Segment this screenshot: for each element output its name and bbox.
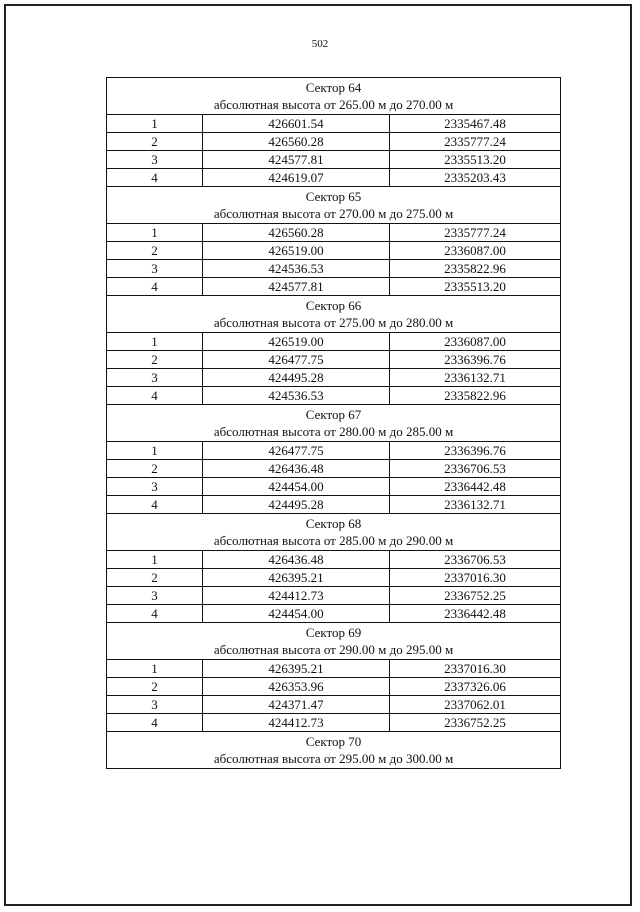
- table-row: [107, 442, 561, 460]
- x-coordinate-cell: 426601.54: [203, 115, 390, 133]
- x-coordinate-cell: 426477.75: [203, 351, 390, 369]
- x-coordinate-cell: 426395.21: [203, 569, 390, 587]
- y-coordinate-cell: 2336442.48: [390, 605, 561, 623]
- table-row: [107, 460, 561, 478]
- sector-header-row: [107, 623, 561, 660]
- y-coordinate-cell: 2336752.25: [390, 714, 561, 732]
- sector-header-cell: [107, 732, 561, 769]
- sector-title: Сектор 69: [305, 625, 362, 640]
- point-number-cell: 3: [107, 587, 203, 605]
- y-coordinate-cell: 2336442.48: [390, 478, 561, 496]
- point-number-cell: 2: [107, 460, 203, 478]
- y-coordinate-cell: 2335467.48: [390, 115, 561, 133]
- table-row: [107, 333, 561, 351]
- x-coordinate-cell: 426353.96: [203, 678, 390, 696]
- y-coordinate-cell: 2336087.00: [390, 242, 561, 260]
- x-coordinate-cell: 424619.07: [203, 169, 390, 187]
- y-coordinate-cell: 2336132.71: [390, 496, 561, 514]
- sector-header-row: [107, 514, 561, 551]
- x-coordinate-cell: 424495.28: [203, 496, 390, 514]
- y-coordinate-cell: 2337062.01: [390, 696, 561, 714]
- sector-header-cell: [107, 623, 561, 660]
- table-row: [107, 696, 561, 714]
- point-number-cell: 4: [107, 169, 203, 187]
- y-coordinate-cell: 2337016.30: [390, 660, 561, 678]
- table-row: [107, 387, 561, 405]
- table-row: [107, 133, 561, 151]
- sector-header-cell: [107, 514, 561, 551]
- x-coordinate-cell: 426395.21: [203, 660, 390, 678]
- point-number-cell: 4: [107, 278, 203, 296]
- sector-altitude-range: абсолютная высота от 295.00 м до 300.00 м: [213, 751, 454, 766]
- table-row: [107, 551, 561, 569]
- x-coordinate-cell: 424577.81: [203, 151, 390, 169]
- y-coordinate-cell: 2336396.76: [390, 442, 561, 460]
- sector-altitude-range: абсолютная высота от 290.00 м до 295.00 м: [213, 642, 454, 657]
- point-number-cell: 4: [107, 714, 203, 732]
- y-coordinate-cell: 2336087.00: [390, 333, 561, 351]
- sector-header-cell: [107, 405, 561, 442]
- sector-header-row: [107, 78, 561, 115]
- sector-title: Сектор 65: [305, 189, 362, 204]
- point-number-cell: 4: [107, 605, 203, 623]
- sector-altitude-range: абсолютная высота от 275.00 м до 280.00 м: [213, 315, 454, 330]
- x-coordinate-cell: 424536.53: [203, 387, 390, 405]
- coordinates-table: [106, 77, 561, 769]
- point-number-cell: 1: [107, 333, 203, 351]
- table-row: [107, 115, 561, 133]
- point-number-cell: 1: [107, 224, 203, 242]
- table-row: [107, 496, 561, 514]
- table-row: [107, 605, 561, 623]
- y-coordinate-cell: 2335822.96: [390, 387, 561, 405]
- point-number-cell: 2: [107, 242, 203, 260]
- coordinates-table-body: [107, 78, 561, 769]
- y-coordinate-cell: 2336706.53: [390, 551, 561, 569]
- sector-header-row: [107, 732, 561, 769]
- point-number-cell: 4: [107, 496, 203, 514]
- table-row: [107, 242, 561, 260]
- x-coordinate-cell: 426519.00: [203, 333, 390, 351]
- point-number-cell: 2: [107, 133, 203, 151]
- sector-header-row: [107, 296, 561, 333]
- sector-header-row: [107, 187, 561, 224]
- y-coordinate-cell: 2335777.24: [390, 133, 561, 151]
- x-coordinate-cell: 424412.73: [203, 587, 390, 605]
- table-row: [107, 224, 561, 242]
- sector-header-cell: [107, 78, 561, 115]
- sector-title: Сектор 70: [305, 734, 362, 749]
- x-coordinate-cell: 426436.48: [203, 460, 390, 478]
- sector-title: Сектор 68: [305, 516, 362, 531]
- point-number-cell: 3: [107, 696, 203, 714]
- sector-header-row: [107, 405, 561, 442]
- point-number-cell: 4: [107, 387, 203, 405]
- y-coordinate-cell: 2336706.53: [390, 460, 561, 478]
- point-number-cell: 2: [107, 678, 203, 696]
- point-number-cell: 2: [107, 569, 203, 587]
- y-coordinate-cell: 2335777.24: [390, 224, 561, 242]
- sector-header-cell: [107, 296, 561, 333]
- y-coordinate-cell: 2337016.30: [390, 569, 561, 587]
- point-number-cell: 2: [107, 351, 203, 369]
- y-coordinate-cell: 2336132.71: [390, 369, 561, 387]
- table-row: [107, 151, 561, 169]
- point-number-cell: 3: [107, 151, 203, 169]
- x-coordinate-cell: 424371.47: [203, 696, 390, 714]
- sector-title: Сектор 66: [305, 298, 362, 313]
- x-coordinate-cell: 424536.53: [203, 260, 390, 278]
- x-coordinate-cell: 426436.48: [203, 551, 390, 569]
- x-coordinate-cell: 424454.00: [203, 478, 390, 496]
- point-number-cell: 3: [107, 478, 203, 496]
- page-number: 502: [311, 38, 329, 50]
- sector-title: Сектор 67: [305, 407, 362, 422]
- y-coordinate-cell: 2336752.25: [390, 587, 561, 605]
- point-number-cell: 1: [107, 442, 203, 460]
- table-row: [107, 714, 561, 732]
- point-number-cell: 1: [107, 660, 203, 678]
- point-number-cell: 3: [107, 260, 203, 278]
- x-coordinate-cell: 424495.28: [203, 369, 390, 387]
- sector-altitude-range: абсолютная высота от 265.00 м до 270.00 м: [213, 97, 454, 112]
- y-coordinate-cell: 2335513.20: [390, 151, 561, 169]
- x-coordinate-cell: 426519.00: [203, 242, 390, 260]
- x-coordinate-cell: 426477.75: [203, 442, 390, 460]
- table-row: [107, 678, 561, 696]
- x-coordinate-cell: 426560.28: [203, 133, 390, 151]
- sector-altitude-range: абсолютная высота от 270.00 м до 275.00 м: [213, 206, 454, 221]
- y-coordinate-cell: 2336396.76: [390, 351, 561, 369]
- y-coordinate-cell: 2335822.96: [390, 260, 561, 278]
- point-number-cell: 3: [107, 369, 203, 387]
- sector-altitude-range: абсолютная высота от 285.00 м до 290.00 м: [213, 533, 454, 548]
- sector-header-cell: [107, 187, 561, 224]
- point-number-cell: 1: [107, 115, 203, 133]
- table-row: [107, 278, 561, 296]
- table-row: [107, 660, 561, 678]
- y-coordinate-cell: 2335513.20: [390, 278, 561, 296]
- point-number-cell: 1: [107, 551, 203, 569]
- x-coordinate-cell: 424454.00: [203, 605, 390, 623]
- y-coordinate-cell: 2337326.06: [390, 678, 561, 696]
- x-coordinate-cell: 426560.28: [203, 224, 390, 242]
- table-row: [107, 369, 561, 387]
- x-coordinate-cell: 424577.81: [203, 278, 390, 296]
- table-row: [107, 478, 561, 496]
- table-row: [107, 587, 561, 605]
- sector-title: Сектор 64: [305, 80, 362, 95]
- table-row: [107, 169, 561, 187]
- table-row: [107, 351, 561, 369]
- table-row: [107, 260, 561, 278]
- x-coordinate-cell: 424412.73: [203, 714, 390, 732]
- table-row: [107, 569, 561, 587]
- sector-altitude-range: абсолютная высота от 280.00 м до 285.00 м: [213, 424, 454, 439]
- y-coordinate-cell: 2335203.43: [390, 169, 561, 187]
